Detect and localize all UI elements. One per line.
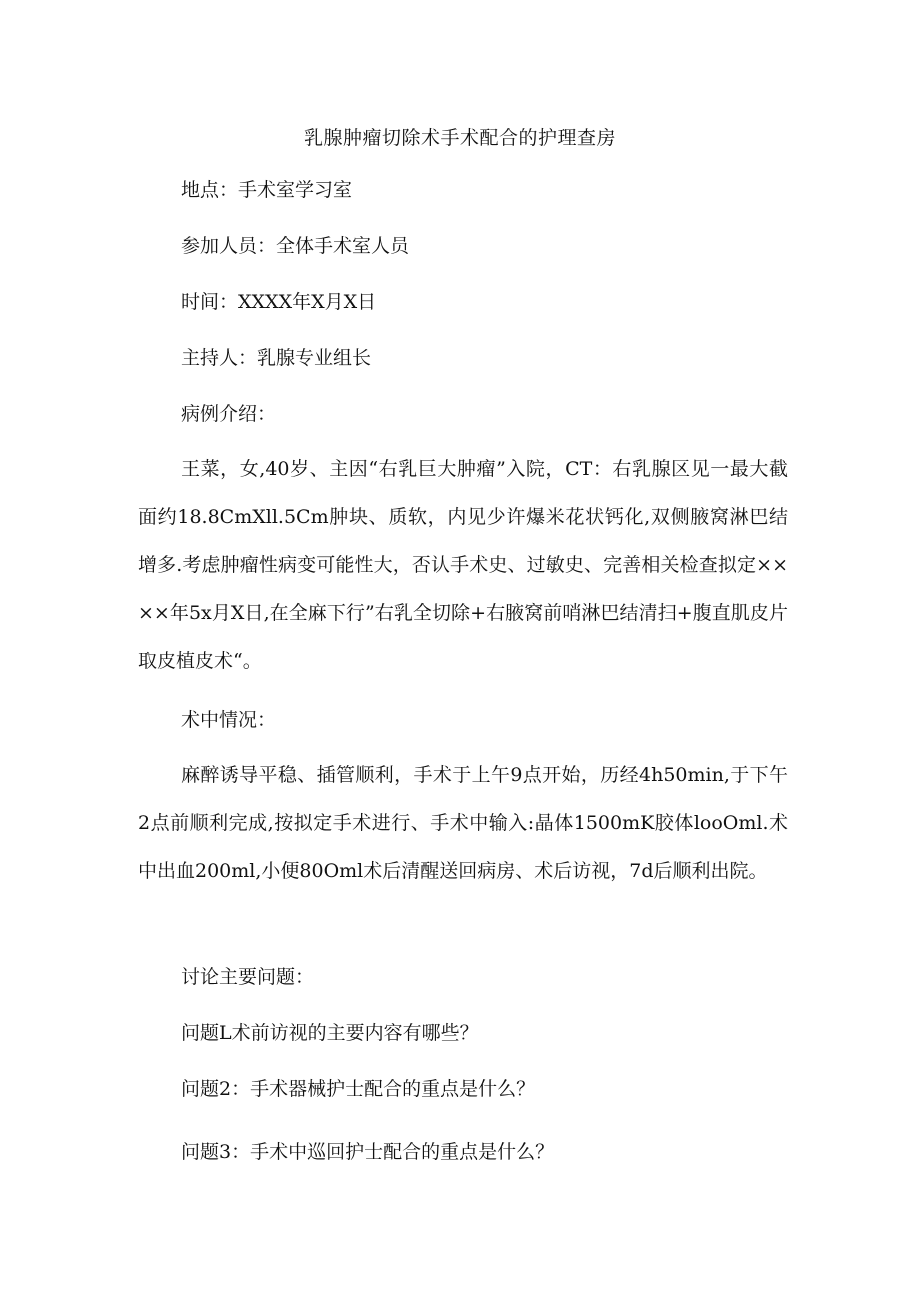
- case-heading: 病例介绍：: [181, 403, 277, 425]
- time-line: 时间：XXXX年X月X日: [181, 291, 377, 313]
- intraop-heading: 术中情况：: [181, 709, 277, 731]
- document-title: 乳腺肿瘤切除术手术配合的护理查房: [303, 127, 616, 149]
- participants-line: 参加人员：全体手术室人员: [181, 235, 410, 257]
- host-line: 主持人：乳腺专业组长: [181, 347, 372, 369]
- location-line: 地点：手术室学习室: [181, 179, 353, 201]
- question-2: 问题2：手术器械护士配合的重点是什么？: [181, 1078, 536, 1100]
- question-1: 问题L术前访视的主要内容有哪些？: [181, 1022, 479, 1044]
- discussion-heading: 讨论主要问题：: [181, 966, 315, 988]
- case-paragraph: 王菜，女,40岁、主因“右乳巨大肿瘤”入院，CT：右乳腺区见一最大截面约18.8CmXll.5Cm肿块、质软，内见少许爆米花状钙化,双侧腋窝淋巴结增多.考虑肿瘤性病变可能性大，否认手术史、过敏史、完善相关检查拟定××××年5x月X日,在全麻下行”右乳全切除+右腋窝前哨淋巴结清扫+腹直肌皮片取皮植皮术“。: [138, 458, 788, 672]
- question-3: 问题3：手术中巡回护士配合的重点是什么？: [181, 1141, 555, 1163]
- intraop-paragraph: 麻醉诱导平稳、插管顺利，手术于上午9点开始，历经4h50min,于下午2点前顺利完成,按拟定手术进行、手术中输入:晶体1500mK胶体looOml.术中出血200ml,小便80Oml术后清醒送回病房、术后访视，7d后顺利出院。: [138, 764, 788, 882]
